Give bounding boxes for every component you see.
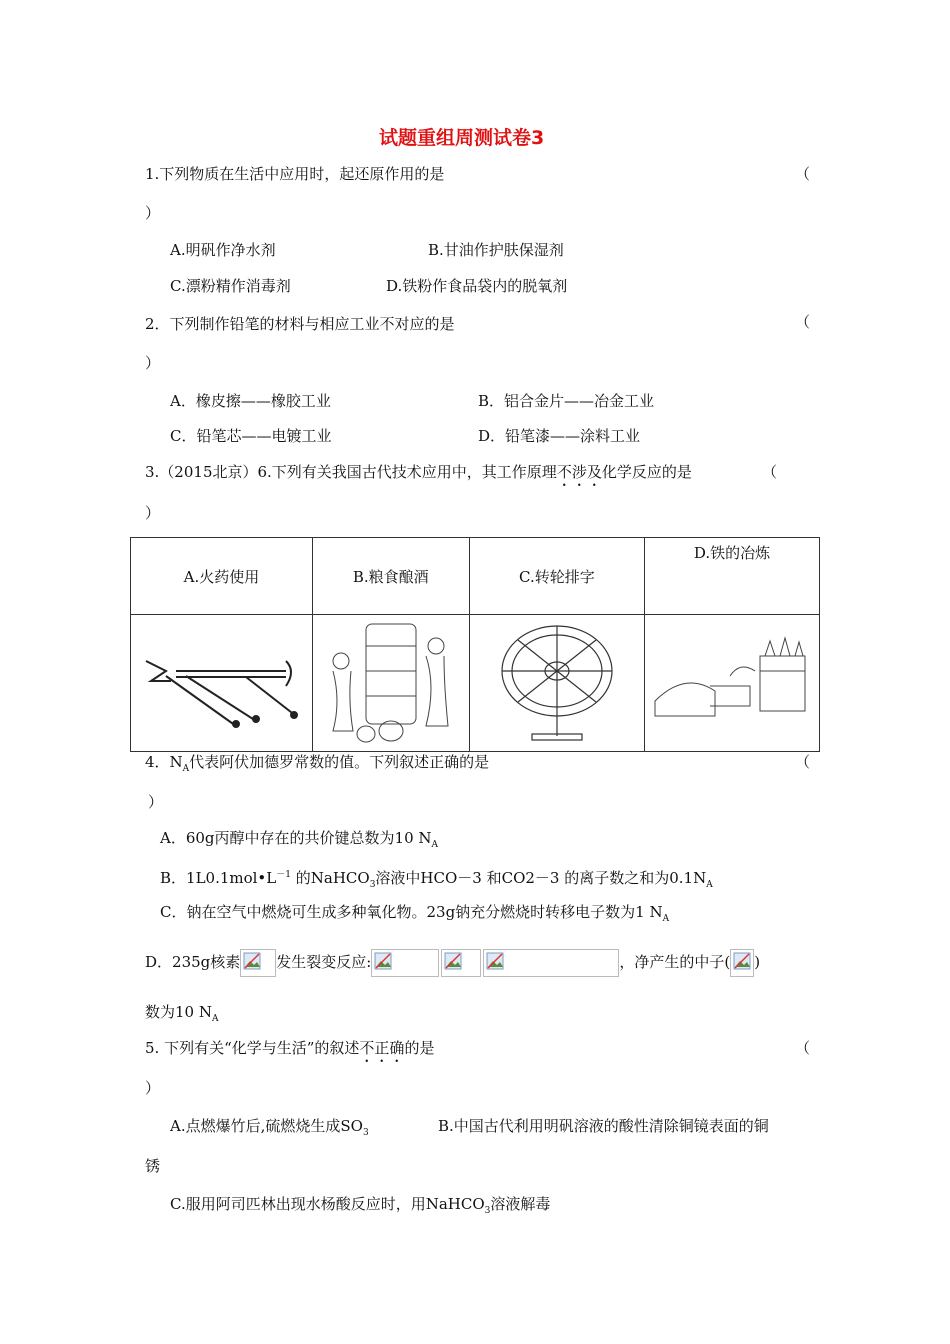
- q4-option-b-mid: 的NaHCO: [290, 869, 370, 887]
- q1-option-b: B.甘油作护肤保湿剂: [428, 241, 564, 259]
- q5-stem-emphasis: 不正确: [359, 1039, 405, 1057]
- q4-stem-sub: A: [182, 764, 190, 774]
- q3-stem-post: 化学反应的是: [601, 463, 692, 481]
- q5-option-c-post: 溶液解毒: [490, 1195, 551, 1213]
- broken-image-icon: [240, 949, 276, 977]
- gunpowder-arrow-illustration: [131, 615, 313, 752]
- q2-paren-close: ）: [145, 354, 161, 372]
- broken-image-icon: [441, 949, 481, 977]
- q3-option-a-label: A.火药使用: [131, 538, 313, 615]
- q5-stem-pre: 5. 下列有关“化学与生活”的叙述: [145, 1039, 360, 1057]
- q3-option-b-label: B.粮食酿酒: [312, 538, 469, 615]
- q4-option-d: [145, 948, 760, 977]
- q3-option-table: [130, 537, 820, 752]
- q2-option-d: D．铅笔漆——涂料工业: [478, 427, 641, 445]
- q4-option-d-line2-sub: A: [211, 1014, 219, 1024]
- q4-option-d-pre: D．235g核素: [145, 953, 241, 971]
- q4-option-a: [160, 828, 438, 855]
- iron-smelting-illustration: [645, 615, 820, 752]
- q4-option-d-line2-text: 数为10 N: [145, 1003, 212, 1021]
- q5-option-c: [170, 1194, 550, 1221]
- q5-option-a: [170, 1116, 369, 1143]
- page-title: 试题重组周测试卷3: [379, 127, 545, 149]
- q3-stem-pre: 3.（2015北京）6.下列有关我国古代技术应用中，其工作原理: [145, 463, 557, 481]
- q4-option-c-text: C．钠在空气中燃烧可生成多种氧化物。23g钠充分燃烧时转移电子数为1 N: [160, 903, 663, 921]
- q4-option-b: [160, 865, 713, 895]
- q3-option-d-label: D.铁的冶炼: [645, 538, 820, 615]
- q4-stem: [145, 752, 489, 779]
- q4-option-b-pre: B．1L0.1mol•L: [160, 869, 277, 887]
- q5-option-c-pre: C.服用阿司匹林出现水杨酸反应时，用NaHCO: [170, 1195, 485, 1213]
- q4-option-c-sub: A: [662, 914, 670, 924]
- q4-option-b-sup: －1: [276, 870, 291, 880]
- q3-stem-emphasis: 不涉及: [556, 463, 602, 481]
- q5-option-b-wrap: 锈: [145, 1157, 161, 1175]
- q1-stem: 1.下列物质在生活中应用时，起还原作用的是: [145, 165, 445, 183]
- q1-option-a: A.明矾作净水剂: [170, 241, 276, 259]
- q3-stem: [145, 462, 692, 490]
- q4-option-d-mid: 发生裂变反应:: [276, 953, 372, 971]
- broken-image-icon: [371, 949, 439, 977]
- q5-stem: [145, 1038, 434, 1066]
- q5-stem-post: 的是: [404, 1039, 435, 1057]
- q5-paren-close: ）: [145, 1079, 161, 1097]
- q5-option-a-sub: 3: [362, 1128, 369, 1138]
- q4-option-b-post: 溶液中HCO－3 和CO2－3 的离子数之和为0.1N: [375, 869, 707, 887]
- q4-option-c: [160, 902, 669, 929]
- q2-option-a: A．橡皮擦——橡胶工业: [170, 392, 331, 410]
- q4-paren-open: （: [795, 753, 811, 771]
- q1-option-c: C.漂粉精作消毒剂: [170, 277, 291, 295]
- q4-paren-close: ）: [148, 793, 164, 811]
- q4-stem-post: 代表阿伏加德罗常数的值。下列叙述正确的是: [189, 753, 490, 771]
- wine-brewing-illustration: [312, 615, 469, 752]
- q1-paren-open: （: [795, 165, 811, 183]
- q4-option-d-close: ): [754, 953, 761, 971]
- q4-option-d-line2: [145, 1002, 218, 1029]
- q5-option-a-text: A.点燃爆竹后,硫燃烧生成SO: [170, 1117, 363, 1135]
- q3-option-c-label: C.转轮排字: [469, 538, 644, 615]
- q5-paren-open: （: [795, 1039, 811, 1057]
- q4-stem-pre: 4．N: [145, 753, 183, 771]
- q2-option-b: B．铝合金片——冶金工业: [478, 392, 655, 410]
- q3-paren-close: ）: [145, 504, 161, 522]
- q4-option-d-post: ，净产生的中子(: [619, 953, 731, 971]
- q4-option-b-sub-a: A: [706, 880, 713, 890]
- q1-option-d: D.铁粉作食品袋内的脱氧剂: [386, 277, 568, 295]
- q3-paren-open: （: [762, 463, 778, 481]
- q2-option-c: C．铅笔芯——电镀工业: [170, 427, 332, 445]
- q1-paren-close: ）: [145, 204, 161, 222]
- broken-image-icon: [483, 949, 619, 977]
- q5-option-c-sub: 3: [484, 1206, 491, 1216]
- rotating-type-wheel-illustration: [469, 615, 644, 752]
- q5-option-b: B.中国古代利用明矾溶液的酸性清除铜镜表面的铜: [438, 1117, 769, 1135]
- broken-image-icon: [730, 949, 754, 977]
- q4-option-a-sub: A: [431, 840, 439, 850]
- q4-option-a-text: A．60g丙醇中存在的共价键总数为10 N: [160, 829, 432, 847]
- q4-option-b-sub3: 3: [369, 880, 376, 890]
- q2-stem: 2．下列制作铅笔的材料与相应工业不对应的是: [145, 315, 455, 333]
- q2-paren-open: （: [795, 313, 811, 331]
